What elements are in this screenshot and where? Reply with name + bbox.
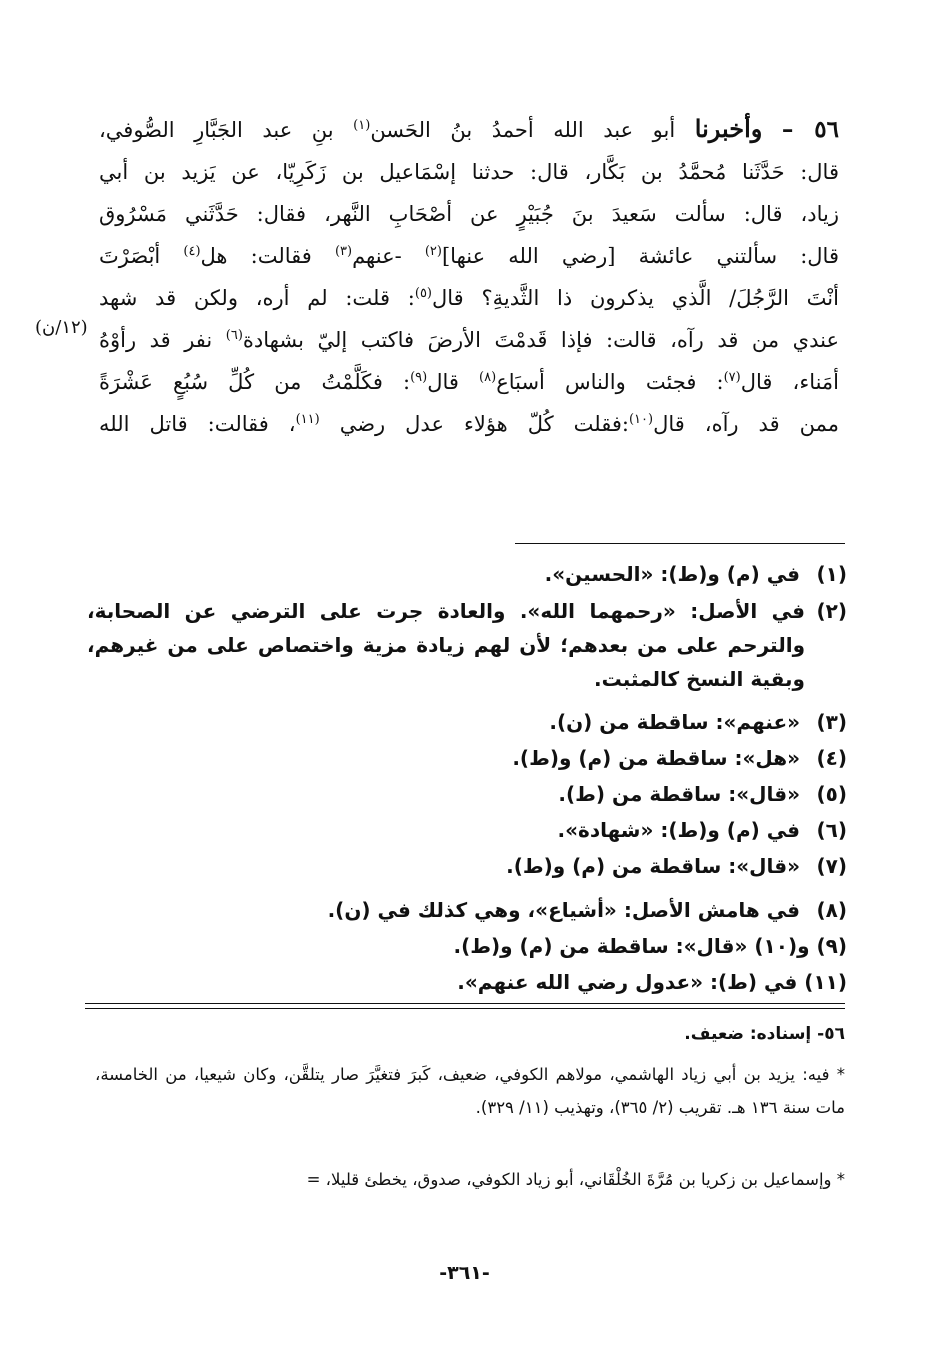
footnote-number: (٣)	[816, 710, 847, 734]
footnote-item	[87, 594, 847, 696]
text-segment: بنِ عبد الجَبَّارِ الصُّوفي،	[99, 118, 334, 142]
text-line	[99, 319, 839, 361]
text-segment: أمَناء، قال	[740, 370, 840, 394]
hadith-number: ٥٦ –	[781, 116, 839, 143]
text-segment: : قلت: لم أره، ولكن قد شهد	[99, 286, 415, 310]
footnote-ref: (١)	[353, 118, 371, 133]
footnote-ref: (٨)	[479, 370, 497, 385]
footnote-text: في (ط): «عدول رضي الله عنهم».	[457, 970, 798, 994]
footnote-divider	[515, 543, 845, 544]
text-segment: أنْتَ الرَّجُلَ/ الَّذي يذكرون ذا الثَّديةِ؟ قال	[432, 286, 839, 310]
footnote-ref: (٦)	[225, 328, 243, 343]
page-number: -٣٦١-	[439, 1262, 490, 1284]
footnote-item	[87, 741, 847, 775]
footnote-text: «هل»: ساقطة من (م) و(ط).	[512, 746, 801, 770]
footnote-item	[87, 777, 847, 811]
text-segment: فقالت: هل	[200, 244, 312, 268]
akhbarana-word: وأخبرنا	[694, 114, 763, 143]
footnote-ref: (٢)	[424, 244, 442, 259]
takhrij-divider-top	[85, 1003, 845, 1004]
footnote-item	[87, 965, 847, 999]
takhrij-heading: ٥٦- إسناده: ضعيف.	[684, 1024, 845, 1044]
footnote-text: «قال»: ساقطة من (م) و(ط).	[453, 934, 748, 958]
text-segment: ، فقالت: قاتل الله	[99, 412, 296, 436]
footnote-item	[87, 849, 847, 883]
footnote-ref: (٩)	[410, 370, 428, 385]
text-segment: : فكَلَّمْتُ من كُلِّ سُبُعٍ عَشْرَةً	[99, 370, 411, 394]
footnote-text: في الأصل: «رحمهما الله». والعادة جرت على الترضي عن الصحابة، والترحم على من بعدهم؛ لأن لهم زيادة مزية واختصاص على من غيرهم، وبقية النسخ كالمثبت.	[87, 599, 805, 691]
footnote-ref: (١١)	[295, 412, 320, 427]
text-line	[99, 403, 839, 445]
footnote-number: (٦)	[816, 818, 847, 842]
footnote-number: (٥)	[816, 782, 847, 806]
text-line	[99, 108, 839, 151]
text-segment: :فقلت كُلّ هؤلاء عدل رضي	[339, 412, 629, 436]
footnote-number: (٤)	[816, 746, 847, 770]
footnote-ref: (١٠)	[628, 412, 654, 427]
footnote-number: (٧)	[816, 854, 847, 878]
text-segment: ممن قد رآه، قال	[653, 412, 839, 436]
footnote-number: (١١)	[804, 970, 847, 994]
text-segment: أبو عبد الله أحمدُ بنُ الحَسن	[370, 118, 676, 142]
manuscript-margin-note: (١٢/ن)	[35, 317, 88, 338]
footnote-text: في (م) و(ط): «الحسين».	[544, 562, 801, 586]
text-segment: أبْصَرْتَ	[99, 244, 161, 268]
footnote-ref: (٣)	[334, 244, 353, 259]
text-segment: نفر قد رأوْهُ	[99, 328, 213, 352]
footnote-text: «عنهم»: ساقطة من (ن).	[549, 710, 801, 734]
text-line	[99, 235, 839, 277]
text-segment: قال	[427, 370, 459, 394]
text-line: زياد، قال: سألت سَعيدَ بنَ جُبَيْرٍ عن أصْحَابِ النَّهر، فقال: حَدَّثَني مَسْرُوق	[99, 202, 839, 226]
footnote-ref: (٤)	[183, 244, 201, 259]
footnote-number: (٢)	[816, 599, 847, 623]
text-segment: قال: سألتني عائشة [رضي الله عنها]	[441, 244, 839, 268]
footnote-ref: (٥)	[414, 286, 432, 301]
text-segment: -عنهم	[352, 244, 402, 268]
takhrij-paragraph: * فيه: يزيد بن أبي زياد الهاشمي، مولاهم الكوفي، ضعيف، كَبرَ فتغيَّرَ صار يتلقَّن، وكان شيعيا، من الخامسة، مات سنة ١٣٦ هـ. تقريب (٢/ ٣٦٥)، وتهذيب (١١/ ٣٢٩).	[95, 1065, 845, 1117]
text-line: قال: حَدَّثَنا مُحمَّدُ بن بَكَّار، قال: حدثنا إسْمَاعيل بن زَكَرِيّا، عن يَزيد بن أبي	[99, 160, 839, 184]
text-segment: عندي من قد رآه، قالت: فإذا قَدمْتَ الأرضَ فاكتب إليّ بشهادة	[242, 328, 839, 352]
text-line	[99, 277, 839, 319]
text-segment: : فجئت والناس أسبَاع	[496, 370, 724, 394]
footnote-ref: (٧)	[723, 370, 741, 385]
footnote-item	[87, 893, 847, 927]
footnote-text: في (م) و(ط): «شهادة».	[557, 818, 801, 842]
takhrij-divider-bottom	[85, 1008, 845, 1009]
footnote-number: (٨)	[816, 898, 847, 922]
footnote-text: «قال»: ساقطة من (ط).	[558, 782, 801, 806]
footnote-item	[87, 557, 847, 591]
footnote-number: (١)	[816, 562, 847, 586]
footnote-item	[87, 929, 847, 963]
hadith-text	[99, 108, 839, 445]
footnote-item	[87, 813, 847, 847]
footnote-text: في هامش الأصل: «أشياع»، وهي كذلك في (ن).	[327, 898, 801, 922]
footnote-text: «قال»: ساقطة من (م) و(ط).	[506, 854, 801, 878]
takhrij-paragraph: * وإسماعيل بن زكريا بن مُرَّةَ الخُلْقَاني، أبو زياد الكوفي، صدوق، يخطئ قليلا، =	[306, 1170, 845, 1189]
footnote-number: (٩) و(١٠)	[754, 934, 847, 958]
footnote-item	[87, 705, 847, 739]
text-line	[99, 361, 839, 403]
